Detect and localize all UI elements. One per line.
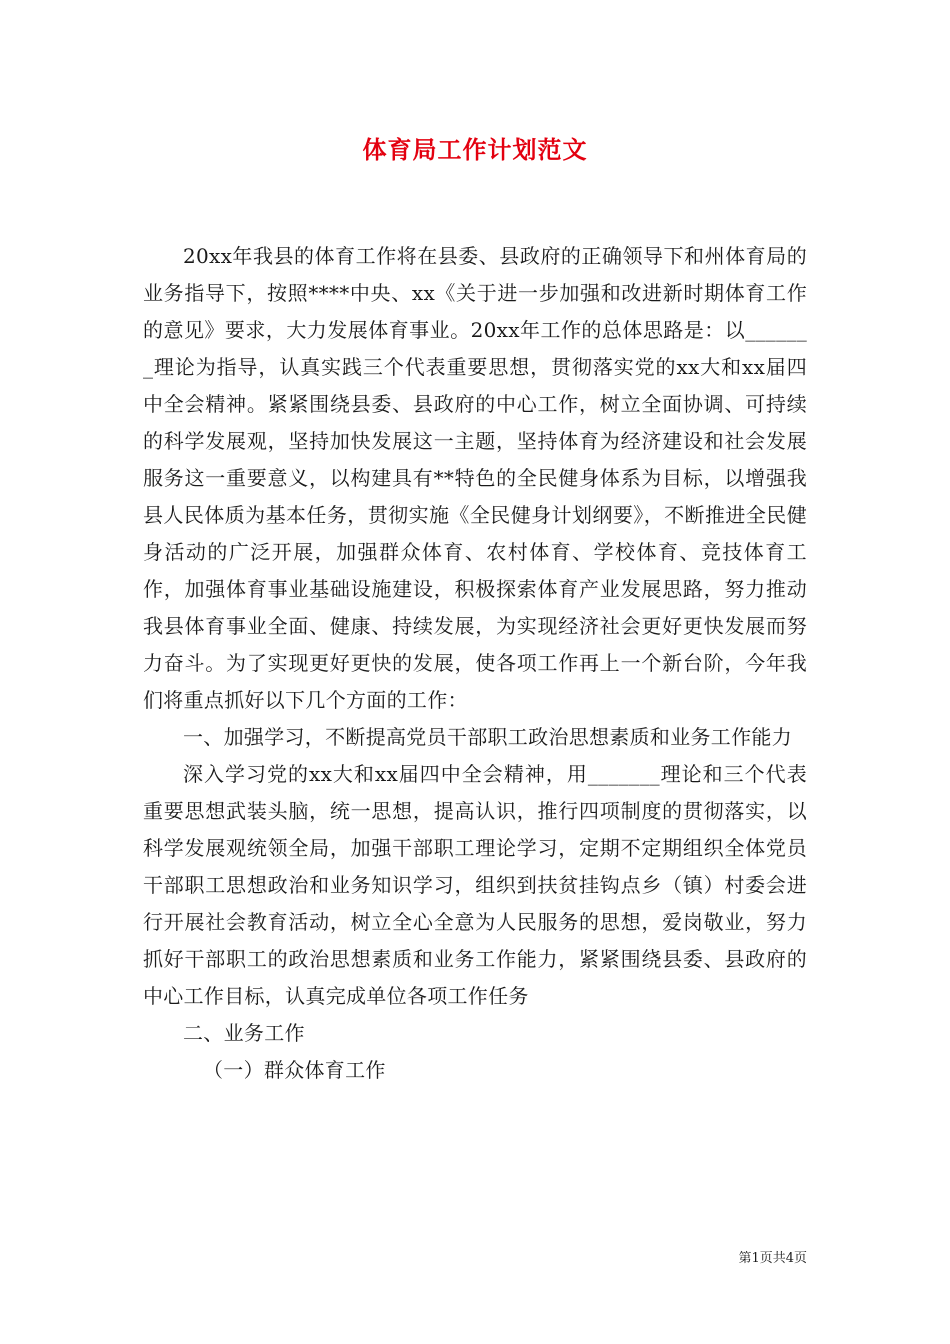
section-one-heading: 一、加强学习，不断提高党员干部职工政治思想素质和业务工作能力 <box>183 725 792 749</box>
page-number: 第1页共4页 <box>738 1251 807 1266</box>
section-one-paragraph: 深入学习党的xx大和xx届四中全会精神，用_______理论和三个代表重要思想武装头脑，统一思想，提高认识，推行四项制度的贯彻落实，以科学发展观统领全局，加强干部职工理论学习，定期不定期组织全体党员干部职工思想政治和业务知识学习，组织到扶贫挂钩点乡（镇）村委会进行开展社会教育活动，树立全心全意为人民服务的思想，爱岗敬业，努力抓好干部职工的政治思想素质和业务工作能力，紧紧围绕县委、县政府的中心工作目标，认真完成单位各项工作任务 <box>143 762 807 1008</box>
subsection-heading: （一）群众体育工作 <box>203 1058 386 1082</box>
document-title: 体育局工作计划范文 <box>362 135 588 164</box>
intro-paragraph: 20xx年我县的体育工作将在县委、县政府的正确领导下和州体育局的业务指导下，按照****中央、xx《关于进一步加强和改进新时期体育工作的意见》要求，大力发展体育事业。20xx年工作的总体思路是：以_______理论为指导，认真实践三个代表重要思想，贯彻落实党的xx大和xx届四中全会精神。紧紧围绕县委、县政府的中心工作，树立全面协调、可持续的科学发展观，坚持加快发展这一主题，坚持体育为经济建设和社会发展服务这一重要意义，以构建具有**特色的全民健身体系为目标，以增强我县人民体质为基本任务，贯彻实施《全民健身计划纲要》，不断推进全民健身活动的广泛开展，加强群众体育、农村体育、学校体育、竞技体育工作，加强体育事业基础设施建设，积极探索体育产业发展思路，努力推动我县体育事业全面、健康、持续发展，为实现经济社会更好更快发展而努力奋斗。为了实现更好更快的发展，使各项工作再上一个新台阶，今年我们将重点抓好以下几个方面的工作： <box>143 244 807 712</box>
document-body <box>143 238 807 1089</box>
section-two-heading: 二、业务工作 <box>183 1021 305 1045</box>
